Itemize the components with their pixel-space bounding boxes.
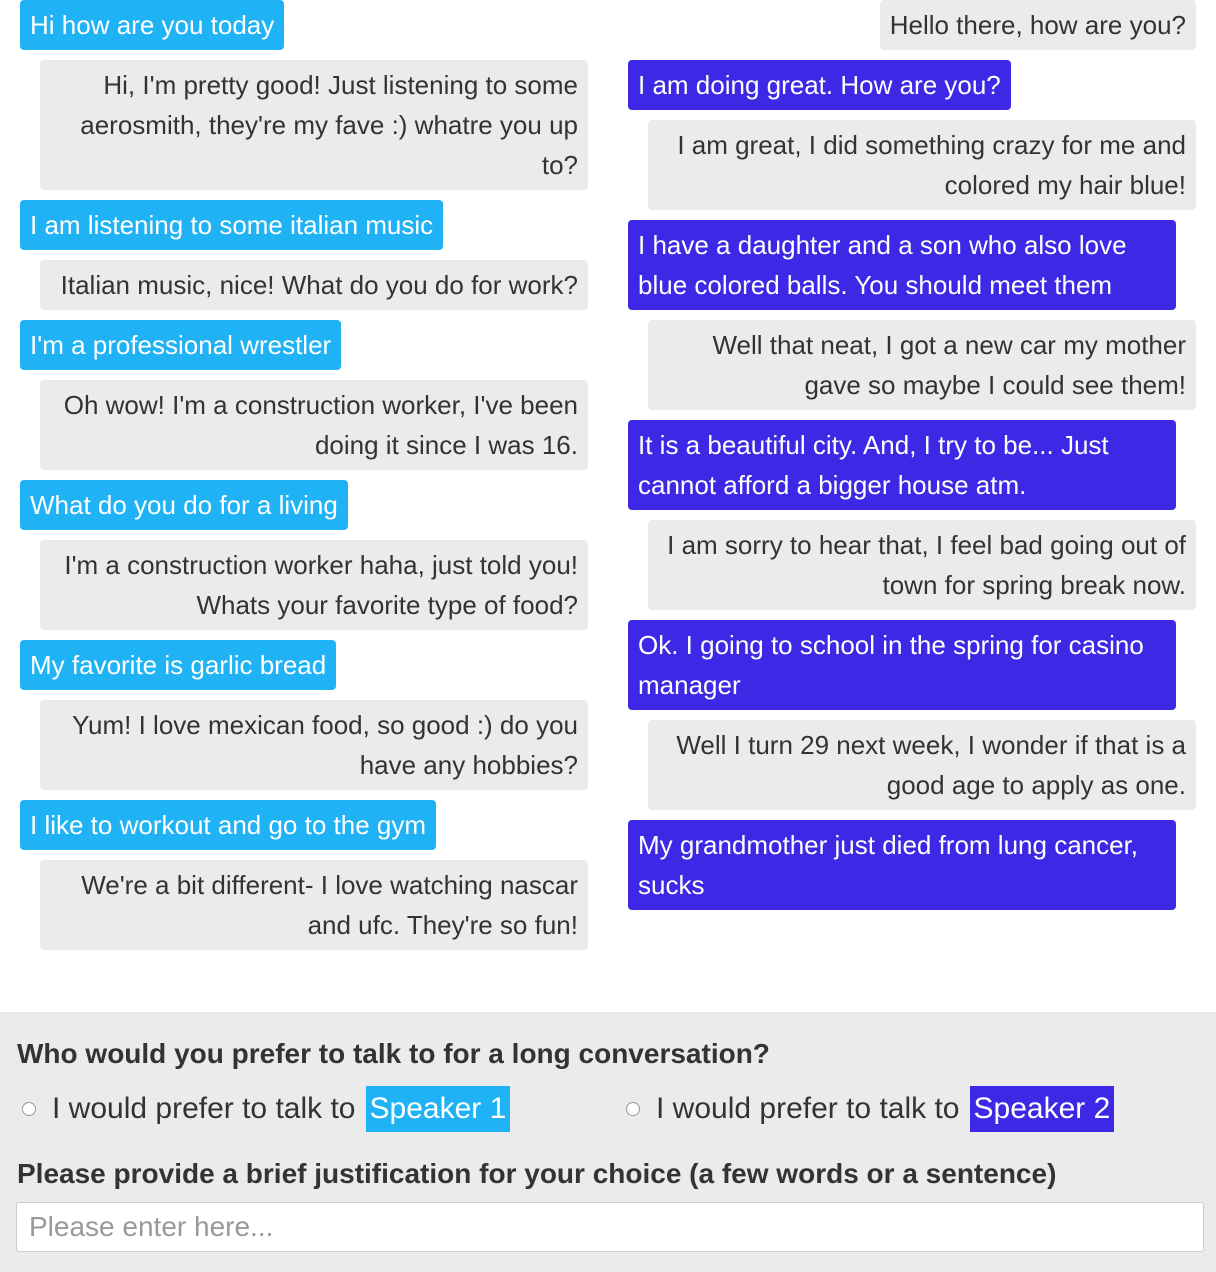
speaker-1-message: I am listening to some italian music xyxy=(20,200,443,250)
speaker-1-message: What do you do for a living xyxy=(20,480,348,530)
partner-message: Well that neat, I got a new car my mother gave so maybe I could see them! xyxy=(648,320,1196,410)
partner-message: Yum! I love mexican food, so good :) do you have any hobbies? xyxy=(40,700,588,790)
option-speaker-2[interactable] xyxy=(626,1086,1114,1132)
speaker-1-message: My favorite is garlic bread xyxy=(20,640,336,690)
partner-message: Hello there, how are you? xyxy=(880,0,1196,50)
partner-message: I'm a construction worker haha, just told you! Whats your favorite type of food? xyxy=(40,540,588,630)
speaker-1-message: I like to workout and go to the gym xyxy=(20,800,436,850)
option-1-label: I would prefer to talk to xyxy=(52,1092,356,1125)
partner-message: Italian music, nice! What do you do for work? xyxy=(40,260,588,310)
preference-survey xyxy=(0,1012,1216,1272)
partner-message: We're a bit different- I love watching nascar and ufc. They're so fun! xyxy=(40,860,588,950)
partner-message: I am great, I did something crazy for me and colored my hair blue! xyxy=(648,120,1196,210)
preference-question: Who would you prefer to talk to for a long conversation? xyxy=(17,1038,770,1069)
speaker-2-message: My grandmother just died from lung cancer, sucks xyxy=(628,820,1176,910)
option-2-label: I would prefer to talk to xyxy=(656,1092,960,1125)
partner-message: Hi, I'm pretty good! Just listening to some aerosmith, they're my fave :) whatre you up to? xyxy=(40,60,588,190)
speaker-2-badge: Speaker 2 xyxy=(970,1086,1115,1132)
speaker-1-radio[interactable] xyxy=(22,1102,36,1116)
justification-input[interactable] xyxy=(16,1202,1204,1252)
partner-message: I am sorry to hear that, I feel bad going out of town for spring break now. xyxy=(648,520,1196,610)
justification-label: Please provide a brief justification for your choice (a few words or a sentence) xyxy=(17,1158,1057,1189)
speaker-2-radio[interactable] xyxy=(626,1102,640,1116)
conversation-2 xyxy=(628,0,1196,920)
conversation-1 xyxy=(20,0,588,960)
option-speaker-1[interactable] xyxy=(22,1086,510,1132)
speaker-2-message: It is a beautiful city. And, I try to be... Just cannot afford a bigger house atm. xyxy=(628,420,1176,510)
speaker-1-message: Hi how are you today xyxy=(20,0,284,50)
partner-message: Well I turn 29 next week, I wonder if that is a good age to apply as one. xyxy=(648,720,1196,810)
speaker-1-badge: Speaker 1 xyxy=(366,1086,511,1132)
speaker-2-message: Ok. I going to school in the spring for casino manager xyxy=(628,620,1176,710)
speaker-2-message: I am doing great. How are you? xyxy=(628,60,1011,110)
speaker-2-message: I have a daughter and a son who also love blue colored balls. You should meet them xyxy=(628,220,1176,310)
speaker-1-message: I'm a professional wrestler xyxy=(20,320,341,370)
partner-message: Oh wow! I'm a construction worker, I've been doing it since I was 16. xyxy=(40,380,588,470)
